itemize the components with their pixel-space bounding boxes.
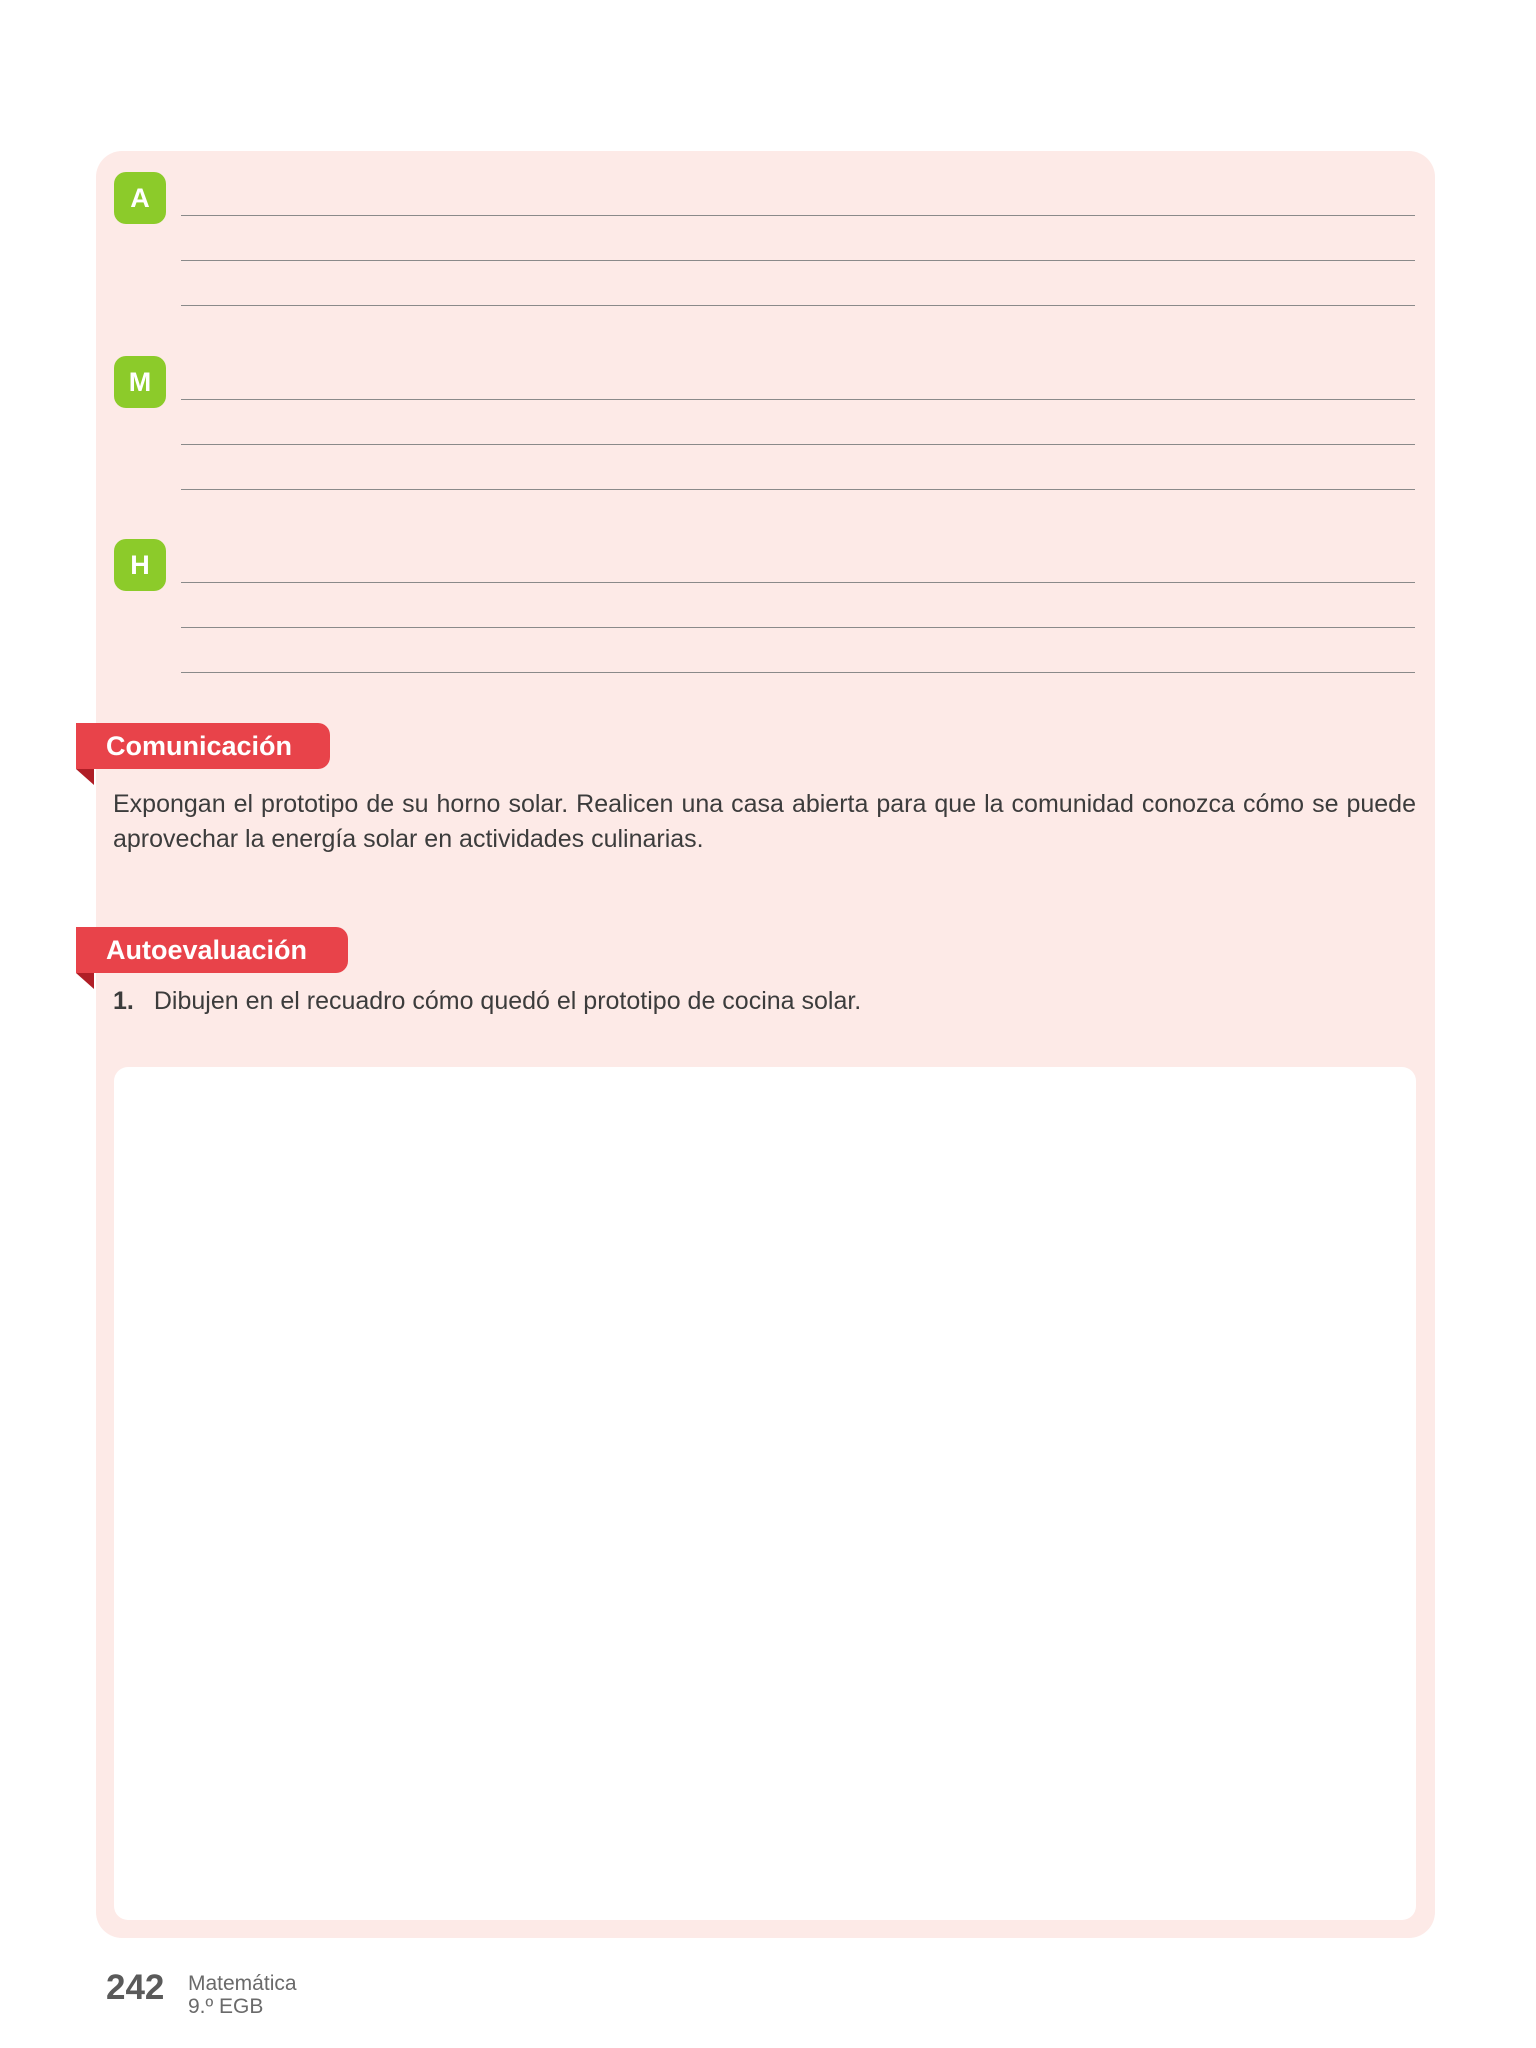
comunicacion-tab [76, 723, 330, 769]
answer-line-a-1[interactable] [181, 215, 1415, 216]
footer-info [188, 1972, 297, 2018]
badge-m: M [114, 356, 166, 408]
answer-line-m-2[interactable] [181, 444, 1415, 445]
item-number: 1. [113, 987, 134, 1015]
comunicacion-label: Comunicación [106, 730, 293, 761]
answer-line-a-2[interactable] [181, 260, 1415, 261]
page-number: 242 [106, 1968, 165, 2007]
answer-line-m-1[interactable] [181, 399, 1415, 400]
drawing-box[interactable] [114, 1067, 1416, 1920]
item-text: Dibujen en el recuadro cómo quedó el prototipo de cocina solar. [153, 987, 862, 1015]
autoevaluacion-label: Autoevaluación [106, 934, 308, 965]
answer-line-h-3[interactable] [181, 672, 1415, 673]
autoevaluacion-tab-fold [76, 973, 94, 989]
answer-line-h-1[interactable] [181, 582, 1415, 583]
footer-subject: Matemática [188, 1972, 297, 1995]
answer-line-m-3[interactable] [181, 489, 1415, 490]
comunicacion-tab-fold [76, 769, 94, 785]
autoevaluacion-tab [76, 927, 348, 973]
footer-grade: 9.º EGB [188, 1995, 264, 2018]
badge-a: A [114, 172, 166, 224]
comunicacion-text: Expongan el prototipo de su horno solar. Realicen una casa abierta para que la comunidad conozca cómo se puede aprovechar la energía solar en actividades culinarias. [113, 790, 1416, 853]
autoevaluacion-item-1 [113, 987, 861, 1016]
badge-h: H [114, 539, 166, 591]
answer-line-h-2[interactable] [181, 627, 1415, 628]
answer-line-a-3[interactable] [181, 305, 1415, 306]
